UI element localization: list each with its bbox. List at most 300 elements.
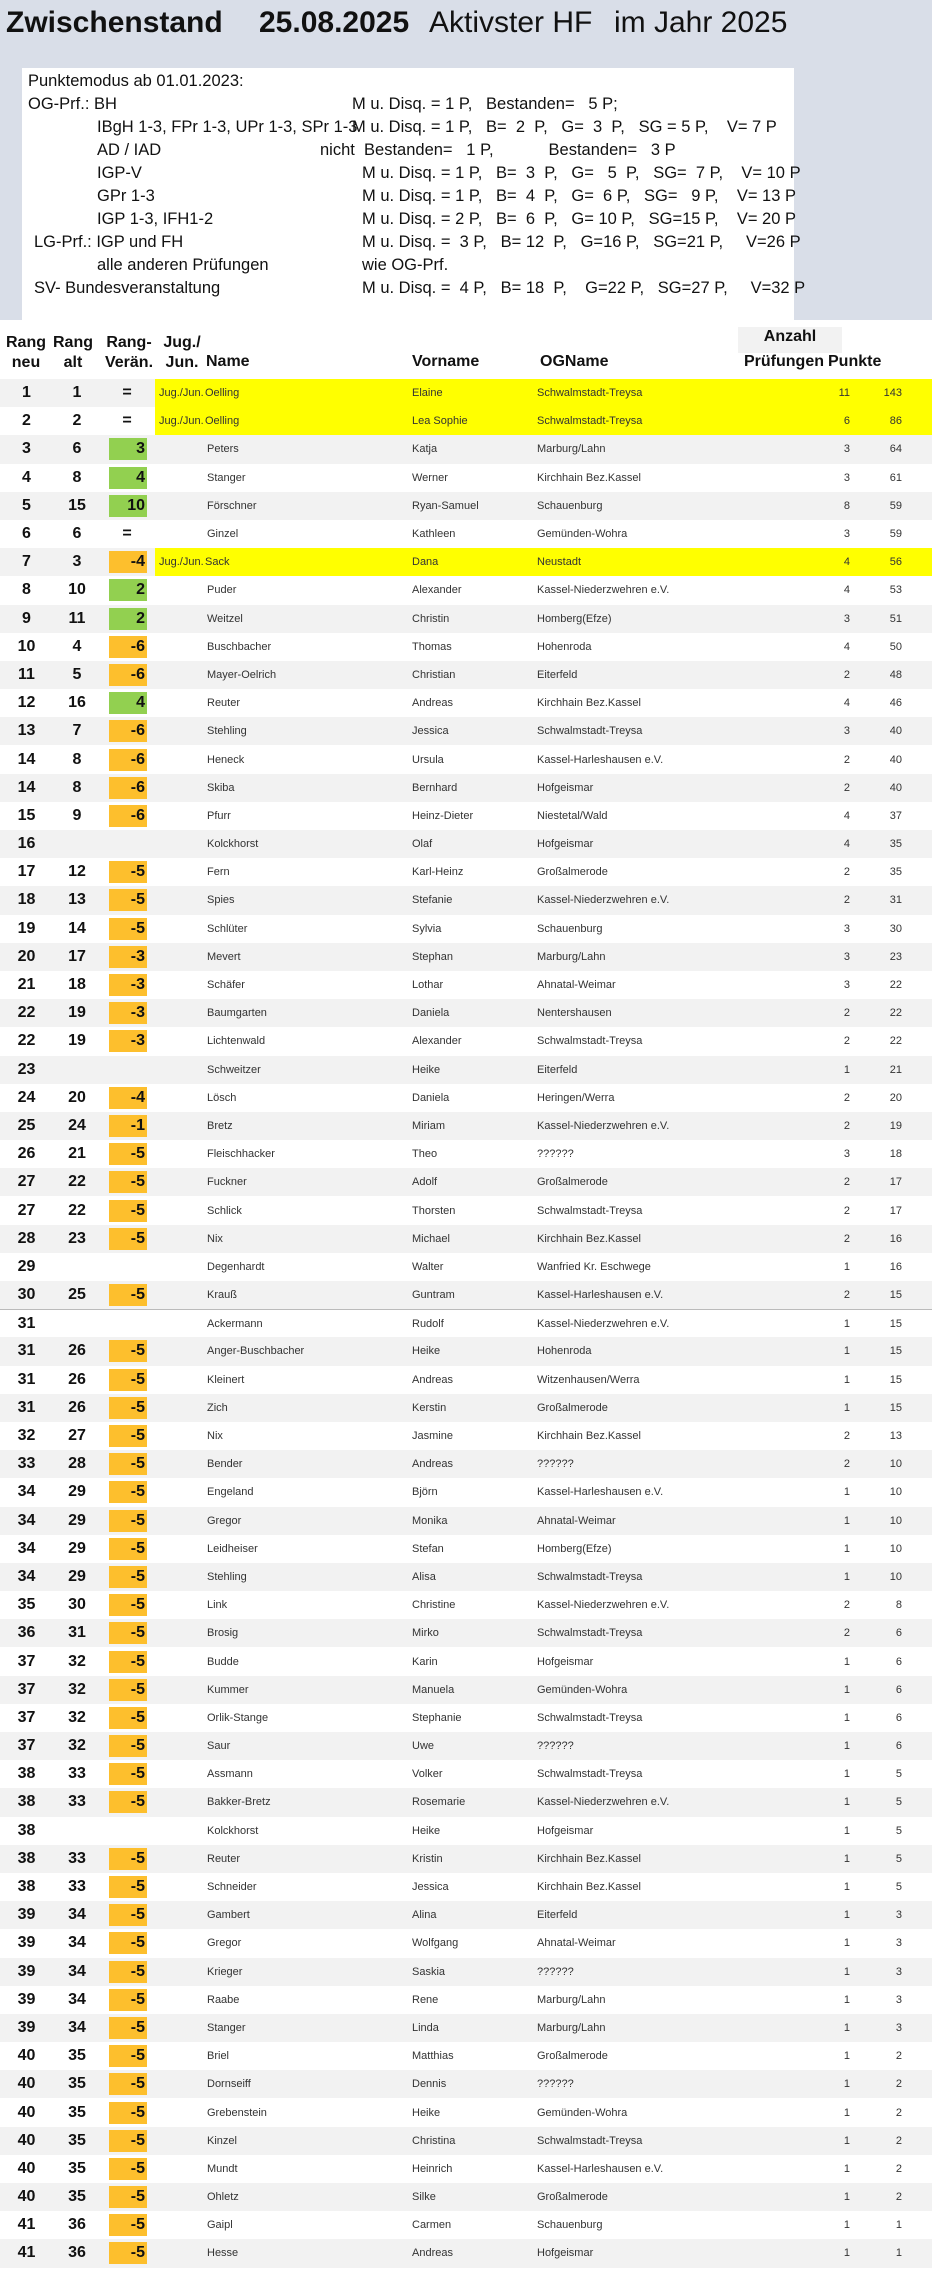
- rang-alt-cell: 24: [68, 1116, 86, 1134]
- name-cell: Gambert: [207, 1909, 250, 1922]
- rang-alt-cell: 32: [68, 1708, 86, 1726]
- rank-down-badge: -5: [109, 1200, 147, 1222]
- name-cell: Briel: [207, 2050, 230, 2063]
- anzahl-cell: 4: [843, 640, 850, 653]
- name-cell: Puder: [207, 584, 237, 597]
- rang-alt-cell: 29: [68, 1483, 86, 1501]
- table-row: [0, 1084, 932, 1112]
- ogname-cell: Schwalmstadt-Treysa: [537, 725, 643, 738]
- change-cell: [101, 1225, 155, 1253]
- name-cell: Kolckhorst: [207, 1824, 259, 1837]
- jug-cell: [155, 2183, 205, 2211]
- anzahl-cell: 4: [777, 548, 854, 576]
- name-cell: Fuckner: [207, 1176, 247, 1189]
- vorname-cell: Heinz-Dieter: [412, 809, 474, 822]
- table-row: [0, 2070, 932, 2098]
- table-row: [0, 1394, 932, 1422]
- anzahl-cell: 1: [843, 1937, 850, 1950]
- ogname-cell: Hofgeismar: [537, 1655, 594, 1668]
- rank-down-badge: -5: [109, 2073, 147, 2095]
- jug-cell: [155, 1845, 205, 1873]
- punkte-cell: 40: [889, 781, 902, 794]
- table-row: [0, 1027, 932, 1055]
- ogname-cell: Gemünden-Wohra: [537, 528, 628, 541]
- vorname-cell: Alexander: [412, 584, 462, 597]
- ogname-cell: Marburg/Lahn: [537, 443, 606, 456]
- punkte-cell: 37: [889, 809, 902, 822]
- jug-cell: [155, 605, 205, 633]
- change-cell: [101, 999, 155, 1027]
- punkte-cell: 48: [889, 668, 902, 681]
- vorname-cell: Heinrich: [412, 2162, 453, 2175]
- mode-line-label: AD / IAD: [97, 141, 162, 159]
- anzahl-cell: 3: [843, 443, 850, 456]
- change-cell: [101, 1394, 155, 1422]
- mode-line-label: IBgH 1-3, FPr 1-3, UPr 1-3, SPr 1-3: [97, 118, 358, 136]
- table-row: [0, 633, 932, 661]
- name-cell: Baumgarten: [207, 1007, 267, 1020]
- vorname-cell: Stefanie: [412, 894, 453, 907]
- name-cell: Oelling: [205, 379, 412, 407]
- ogname-cell: ??????: [537, 1965, 574, 1978]
- anzahl-cell: 1: [843, 1711, 850, 1724]
- jug-cell: [155, 1394, 205, 1422]
- ogname-cell: ??????: [537, 1740, 574, 1753]
- rank-down-badge: -1: [109, 1115, 147, 1137]
- ogname-cell: Schauenburg: [537, 499, 603, 512]
- punkte-cell: 15: [889, 1288, 902, 1301]
- rang-alt-cell: 26: [68, 1370, 86, 1388]
- ogname-cell: Wanfried Kr. Eschwege: [537, 1260, 651, 1273]
- col-anzahl-top: Anzahl: [738, 327, 842, 353]
- rang-neu-cell: 8: [22, 581, 31, 599]
- ogname-cell: Ahnatal-Weimar: [537, 1514, 616, 1527]
- rank-down-badge: -5: [109, 1904, 147, 1926]
- vorname-cell: Wolfgang: [412, 1937, 459, 1950]
- vorname-cell: Elaine: [412, 379, 537, 407]
- change-cell: [101, 1647, 155, 1675]
- table-row: [0, 999, 932, 1027]
- table-row: [0, 407, 932, 435]
- mode-line-label: alle anderen Prüfungen: [97, 256, 269, 274]
- anzahl-cell: 2: [843, 1458, 850, 1471]
- rang-neu-cell: 39: [17, 1906, 36, 1924]
- rank-down-badge: -5: [109, 1369, 147, 1391]
- table-row: [0, 2098, 932, 2126]
- ogname-cell: Schauenburg: [537, 2219, 603, 2232]
- rang-neu-cell: 39: [17, 2018, 36, 2036]
- name-cell: Spies: [207, 894, 235, 907]
- vorname-cell: Karin: [412, 1655, 438, 1668]
- name-cell: Orlik-Stange: [207, 1711, 269, 1724]
- jug-cell: [155, 492, 205, 520]
- table-row: [0, 971, 932, 999]
- vorname-cell: Saskia: [412, 1965, 446, 1978]
- rank-down-badge: -5: [109, 1707, 147, 1729]
- change-cell: [101, 1845, 155, 1873]
- rank-down-badge: -5: [109, 1425, 147, 1447]
- rank-down-badge: -6: [109, 664, 147, 686]
- ranking-table: [0, 379, 932, 2268]
- name-cell: Bretz: [207, 1119, 233, 1132]
- table-row: [0, 1337, 932, 1365]
- jug-cell: [155, 1507, 205, 1535]
- rank-down-badge: -5: [109, 1651, 147, 1673]
- rang-alt-cell: 9: [72, 806, 82, 824]
- table-row: [0, 2239, 932, 2267]
- table-row: [0, 802, 932, 830]
- ogname-cell: Kassel-Harleshausen e.V.: [537, 1288, 664, 1301]
- table-row: [0, 774, 932, 802]
- change-cell: [101, 1788, 155, 1816]
- col-punkte: Punkte: [828, 353, 882, 370]
- rang-neu-cell: 38: [17, 1765, 36, 1783]
- change-cell: [101, 1366, 155, 1394]
- punkte-cell: 19: [889, 1119, 902, 1132]
- ogname-cell: Marburg/Lahn: [537, 1993, 606, 2006]
- rang-neu-cell: 11: [18, 665, 35, 683]
- ogname-cell: Schwalmstadt-Treysa: [537, 1711, 643, 1724]
- ogname-cell: Großalmerode: [537, 1176, 608, 1189]
- col-jug-line1: Jug./: [163, 334, 201, 351]
- jug-cell: [155, 1309, 205, 1337]
- anzahl-cell: 1: [843, 1683, 850, 1696]
- mode-line-value: M u. Disq. = 4 P, B= 18 P, G=22 P, SG=27 P, V=32 P: [362, 279, 806, 297]
- rang-alt-cell: 8: [72, 750, 82, 768]
- ogname-cell: Großalmerode: [537, 866, 608, 879]
- punkte-cell: 40: [889, 753, 902, 766]
- name-cell: Engeland: [207, 1486, 254, 1499]
- vorname-cell: Matthias: [412, 2050, 454, 2063]
- rank-down-badge: -5: [109, 1481, 147, 1503]
- rank-down-badge: -6: [109, 720, 147, 742]
- change-cell: [101, 717, 155, 745]
- jug-cell: [155, 1027, 205, 1055]
- ogname-cell: Kassel-Niederzwehren e.V.: [537, 1599, 670, 1612]
- vorname-cell: Miriam: [412, 1119, 445, 1132]
- change-cell: [101, 689, 155, 717]
- anzahl-cell: 1: [843, 2247, 850, 2260]
- name-cell: Anger-Buschbacher: [207, 1345, 305, 1358]
- anzahl-cell: 1: [843, 1260, 850, 1273]
- vorname-cell: Mirko: [412, 1627, 439, 1640]
- rank-up-badge: 2: [109, 579, 147, 601]
- ogname-cell: Kassel-Harleshausen e.V.: [537, 753, 664, 766]
- rang-neu-cell: 34: [17, 1483, 36, 1501]
- mode-line-value: M u. Disq. = 1 P, B= 3 P, G= 5 P, SG= 7 P, V= 10 P: [362, 164, 801, 182]
- ogname-cell: Kirchhain Bez.Kassel: [537, 1232, 641, 1245]
- name-cell: Peters: [207, 443, 239, 456]
- jug-cell: [155, 830, 205, 858]
- ogname-cell: Schwalmstadt-Treysa: [537, 2134, 643, 2147]
- change-cell: [101, 1422, 155, 1450]
- ogname-cell: Hofgeismar: [537, 838, 594, 851]
- ogname-cell: ??????: [537, 2078, 574, 2091]
- rang-neu-cell: 14: [17, 778, 36, 796]
- table-row: [0, 1958, 932, 1986]
- punkte-cell: 10: [889, 1514, 902, 1527]
- name-cell: Sack: [205, 548, 412, 576]
- col-rang-alt-line1: Rang: [53, 334, 93, 351]
- rank-unchanged-badge: =: [122, 412, 132, 430]
- anzahl-cell: 1: [843, 1909, 850, 1922]
- col-anzahl: Prüfungen: [744, 353, 824, 370]
- name-cell: Skiba: [207, 781, 235, 794]
- rang-neu-cell: 26: [17, 1145, 36, 1163]
- change-cell: [101, 1535, 155, 1563]
- name-cell: Mevert: [207, 950, 241, 963]
- table-row: [0, 2211, 932, 2239]
- jug-cell: [155, 1253, 205, 1281]
- change-cell: [101, 1084, 155, 1112]
- table-row: [0, 1196, 932, 1224]
- change-cell: [101, 1112, 155, 1140]
- vorname-cell: Thomas: [412, 640, 452, 653]
- table-row: [0, 1478, 932, 1506]
- rang-alt-cell: 33: [68, 1765, 86, 1783]
- change-cell: [101, 1619, 155, 1647]
- jug-cell: [155, 1084, 205, 1112]
- vorname-cell: Michael: [412, 1232, 450, 1245]
- rang-neu-cell: 19: [17, 919, 36, 937]
- ogname-cell: Kassel-Niederzwehren e.V.: [537, 894, 670, 907]
- header-panel: [0, 0, 932, 320]
- anzahl-cell: 1: [843, 1345, 850, 1358]
- change-cell: [101, 1760, 155, 1788]
- table-row: [0, 1591, 932, 1619]
- change-cell: [101, 1591, 155, 1619]
- punkte-cell: 46: [889, 697, 902, 710]
- change-cell: [101, 2070, 155, 2098]
- jug-cell: [155, 1337, 205, 1365]
- rang-alt-cell: 3: [72, 553, 82, 571]
- table-row: [0, 492, 932, 520]
- col-name: Name: [206, 353, 250, 370]
- rang-neu-cell: 9: [22, 609, 31, 627]
- ogname-cell: Hofgeismar: [537, 781, 594, 794]
- vorname-cell: Daniela: [412, 1091, 450, 1104]
- anzahl-cell: 3: [843, 612, 850, 625]
- rank-down-badge: -5: [109, 2017, 147, 2039]
- ogname-cell: Homberg(Efze): [537, 1542, 612, 1555]
- name-cell: Kummer: [207, 1683, 249, 1696]
- punkte-cell: 35: [889, 866, 902, 879]
- vorname-cell: Andreas: [412, 697, 453, 710]
- rang-neu-cell: 7: [22, 553, 31, 571]
- table-row: [0, 689, 932, 717]
- ogname-cell: Niestetal/Wald: [537, 809, 608, 822]
- jug-cell: [155, 1168, 205, 1196]
- anzahl-cell: 1: [843, 1063, 850, 1076]
- rang-alt-cell: 28: [68, 1455, 86, 1473]
- ogname-cell: Kirchhain Bez.Kassel: [537, 697, 641, 710]
- rank-down-badge: -5: [109, 2158, 147, 2180]
- name-cell: Hesse: [207, 2247, 239, 2260]
- punkte-cell: 2: [895, 2162, 902, 2175]
- jug-cell: [155, 1873, 205, 1901]
- ogname-cell: Kassel-Niederzwehren e.V.: [537, 1796, 670, 1809]
- name-cell: Bender: [207, 1458, 243, 1471]
- punkte-cell: 35: [889, 838, 902, 851]
- table-row: [0, 915, 932, 943]
- anzahl-cell: 1: [843, 2162, 850, 2175]
- anzahl-cell: 1: [843, 1655, 850, 1668]
- vorname-cell: Alina: [412, 1909, 437, 1922]
- rang-neu-cell: 40: [17, 2188, 36, 2206]
- anzahl-cell: 2: [843, 781, 850, 794]
- rank-unchanged-badge: =: [122, 384, 132, 402]
- punkte-cell: 5: [895, 1852, 902, 1865]
- name-cell: Leidheiser: [207, 1542, 258, 1555]
- ogname-cell: Schwalmstadt-Treysa: [537, 1035, 643, 1048]
- anzahl-cell: 2: [843, 1119, 850, 1132]
- rang-neu-cell: 22: [17, 1004, 36, 1022]
- table-row: [0, 886, 932, 914]
- change-cell: [101, 858, 155, 886]
- rang-alt-cell: 32: [68, 1680, 86, 1698]
- rang-neu-cell: 14: [17, 750, 36, 768]
- anzahl-cell: 8: [843, 499, 850, 512]
- rang-neu-cell: 15: [17, 806, 36, 824]
- table-row: [0, 661, 932, 689]
- punkte-cell: 3: [895, 1909, 902, 1922]
- name-cell: Schlüter: [207, 922, 248, 935]
- ogname-cell: Homberg(Efze): [537, 612, 612, 625]
- anzahl-cell: 1: [843, 1486, 850, 1499]
- rang-alt-cell: 34: [68, 1962, 86, 1980]
- rank-down-badge: -5: [109, 1397, 147, 1419]
- name-cell: Stanger: [207, 2021, 246, 2034]
- punkte-cell: 10: [889, 1542, 902, 1555]
- rang-neu-cell: 31: [17, 1370, 36, 1388]
- rang-neu-cell: 12: [17, 694, 36, 712]
- table-row: [0, 2014, 932, 2042]
- table-row: [0, 717, 932, 745]
- rang-alt-cell: 23: [68, 1229, 86, 1247]
- rang-alt-cell: 33: [68, 1878, 86, 1896]
- rang-alt-cell: [53, 1309, 101, 1337]
- change-cell: [101, 1027, 155, 1055]
- change-cell: [101, 1873, 155, 1901]
- anzahl-cell: 1: [843, 2191, 850, 2204]
- ogname-cell: Kirchhain Bez.Kassel: [537, 1852, 641, 1865]
- jug-cell: [155, 1760, 205, 1788]
- table-row: [0, 379, 932, 407]
- col-change: [101, 333, 157, 373]
- change-cell: [101, 830, 155, 858]
- punkte-cell: 22: [889, 979, 902, 992]
- jug-cell: [155, 1647, 205, 1675]
- name-cell: Weitzel: [207, 612, 243, 625]
- vorname-cell: Heike: [412, 1063, 441, 1076]
- name-cell: Schweitzer: [207, 1063, 261, 1076]
- jug-cell: [155, 633, 205, 661]
- name-cell: Heneck: [207, 753, 245, 766]
- anzahl-cell: 1: [843, 1852, 850, 1865]
- ogname-cell: Hofgeismar: [537, 1824, 594, 1837]
- anzahl-cell: 1: [843, 2219, 850, 2232]
- jug-cell: [155, 1056, 205, 1084]
- ogname-cell: Schwalmstadt-Treysa: [537, 1570, 643, 1583]
- col-rang-alt: [51, 333, 95, 373]
- punkte-cell: 56: [854, 548, 932, 576]
- table-row: [0, 1422, 932, 1450]
- ogname-cell: Schwalmstadt-Treysa: [537, 1768, 643, 1781]
- change-cell: [101, 1056, 155, 1084]
- change-cell: [101, 1281, 155, 1309]
- anzahl-cell: 1: [843, 1514, 850, 1527]
- punkte-cell: 6: [895, 1655, 902, 1668]
- punkte-cell: 1: [895, 2247, 902, 2260]
- rank-down-badge: -6: [109, 777, 147, 799]
- punkte-cell: 2: [895, 2078, 902, 2091]
- ogname-cell: Hofgeismar: [537, 2247, 594, 2260]
- name-cell: Raabe: [207, 1993, 240, 2006]
- jug-cell: [155, 774, 205, 802]
- name-cell: Gregor: [207, 1937, 242, 1950]
- jug-cell: [155, 1140, 205, 1168]
- rang-neu-cell: 20: [17, 947, 36, 965]
- anzahl-cell: 3: [843, 950, 850, 963]
- ogname-cell: Schwalmstadt-Treysa: [537, 407, 777, 435]
- vorname-cell: Alexander: [412, 1035, 462, 1048]
- ogname-cell: Eiterfeld: [537, 1063, 578, 1076]
- rang-neu-cell: 4: [22, 468, 31, 486]
- punkte-cell: 51: [889, 612, 902, 625]
- anzahl-cell: 1: [843, 2134, 850, 2147]
- punkte-cell: 22: [889, 1035, 902, 1048]
- anzahl-cell: 3: [843, 528, 850, 541]
- table-row: [0, 1168, 932, 1196]
- ogname-cell: Hohenroda: [537, 640, 592, 653]
- col-jug: [160, 333, 204, 373]
- vorname-cell: Guntram: [412, 1288, 455, 1301]
- name-cell: Nix: [207, 1430, 223, 1443]
- mode-line-value: M u. Disq. = 1 P, Bestanden= 5 P;: [352, 95, 618, 113]
- table-row: [0, 1676, 932, 1704]
- anzahl-cell: 2: [843, 1599, 850, 1612]
- rang-alt-cell: 17: [68, 947, 86, 965]
- vorname-cell: Adolf: [412, 1176, 438, 1189]
- mode-line-value: wie OG-Prf.: [362, 256, 449, 274]
- vorname-cell: Heike: [412, 2106, 441, 2119]
- punkte-cell: 16: [889, 1260, 902, 1273]
- table-row: [0, 1507, 932, 1535]
- rank-down-badge: -5: [109, 889, 147, 911]
- ogname-cell: Marburg/Lahn: [537, 2021, 606, 2034]
- punkte-cell: 2: [895, 2050, 902, 2063]
- rang-neu-cell: 23: [17, 1060, 36, 1078]
- table-row: [0, 943, 932, 971]
- ogname-cell: Schauenburg: [537, 922, 603, 935]
- rang-alt-cell: [53, 1817, 101, 1845]
- jug-cell: Jug./Jun.: [155, 379, 205, 407]
- change-cell: [101, 2183, 155, 2211]
- rank-down-badge: -5: [109, 1961, 147, 1983]
- rang-alt-cell: 35: [68, 2047, 86, 2065]
- ogname-cell: Eiterfeld: [537, 668, 578, 681]
- anzahl-cell: 1: [777, 1309, 854, 1337]
- change-cell: [101, 1732, 155, 1760]
- name-cell: Stanger: [207, 471, 246, 484]
- col-rang-neu-line1: Rang: [6, 334, 46, 351]
- jug-cell: [155, 1422, 205, 1450]
- col-change-line1: Rang-: [106, 334, 152, 351]
- rang-neu-cell: 37: [17, 1680, 36, 1698]
- rang-alt-cell: 29: [68, 1511, 86, 1529]
- rang-neu-cell: 18: [17, 891, 36, 909]
- vorname-cell: Silke: [412, 2191, 436, 2204]
